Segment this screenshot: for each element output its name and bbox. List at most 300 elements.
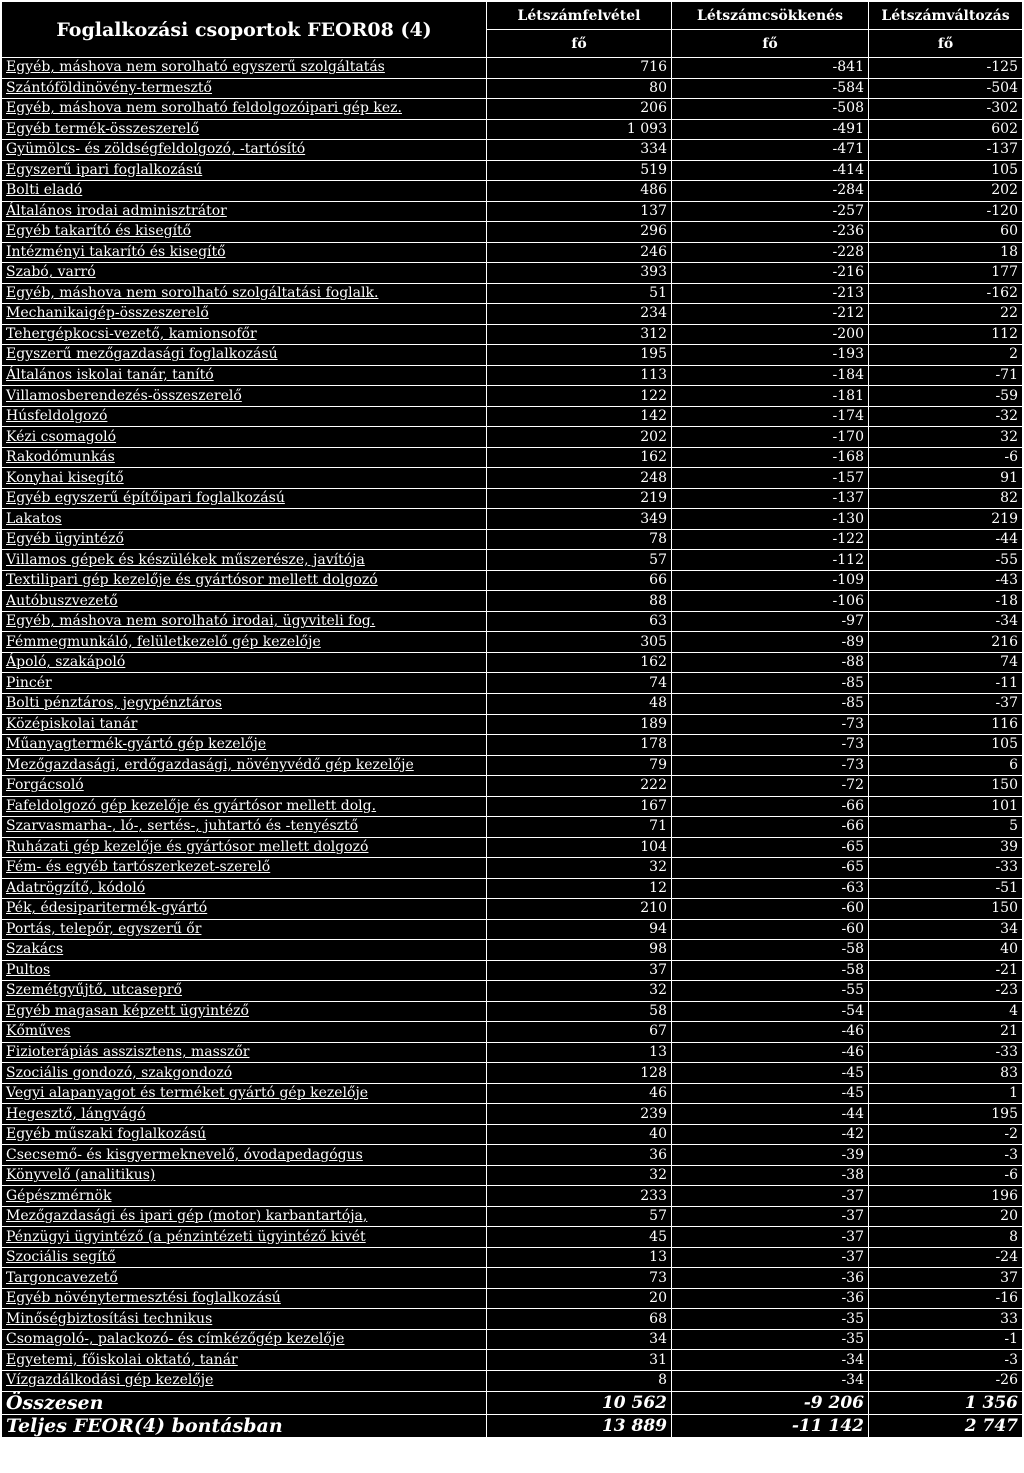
occupation-name: Egyéb műszaki foglalkozású [2, 1124, 487, 1145]
table-row [2, 1206, 1023, 1227]
reduction-value: -45 [672, 1063, 869, 1084]
change-value: -11 [869, 673, 1023, 694]
table-row [2, 78, 1023, 99]
change-value: -162 [869, 283, 1023, 304]
occupation-name: Textilipari gép kezelője és gyártósor mellett dolgozó [2, 570, 487, 591]
hiring-value: 189 [487, 714, 672, 735]
reduction-value: -88 [672, 652, 869, 673]
table-row [2, 1124, 1023, 1145]
occupation-name: Egyéb, máshova nem sorolható feldolgozóipari gép kez. [2, 99, 487, 120]
change-value: 82 [869, 488, 1023, 509]
change-value: 4 [869, 1001, 1023, 1022]
change-value: -33 [869, 1042, 1023, 1063]
change-value: 105 [869, 160, 1023, 181]
table-row [2, 1227, 1023, 1248]
table-row [2, 940, 1023, 961]
occupation-name: Rakodómunkás [2, 447, 487, 468]
change-value: 195 [869, 1104, 1023, 1125]
hiring-value: 74 [487, 673, 672, 694]
occupation-name: Egyéb növénytermesztési foglalkozású [2, 1288, 487, 1309]
reduction-value: -85 [672, 673, 869, 694]
hiring-value: 58 [487, 1001, 672, 1022]
table-row [2, 427, 1023, 448]
occupation-name: Mezőgazdasági, erdőgazdasági, növényvédő gép kezelője [2, 755, 487, 776]
occupation-name: Műanyagtermék-gyártó gép kezelője [2, 735, 487, 756]
hiring-value: 32 [487, 1165, 672, 1186]
table-row [2, 1145, 1023, 1166]
table-row [2, 1042, 1023, 1063]
occupation-name: Ruházati gép kezelője és gyártósor mellett dolgozó [2, 837, 487, 858]
table-row [2, 611, 1023, 632]
occupation-name: Egyéb, máshova nem sorolható egyszerű szolgáltatás [2, 58, 487, 79]
hiring-value: 73 [487, 1268, 672, 1289]
table-row [2, 1165, 1023, 1186]
reduction-value: -73 [672, 714, 869, 735]
table-row [2, 858, 1023, 879]
hiring-value: 13 [487, 1247, 672, 1268]
total-row [2, 1414, 1023, 1437]
hiring-value: 78 [487, 529, 672, 550]
change-value: -3 [869, 1350, 1023, 1371]
reduction-value: -216 [672, 263, 869, 284]
reduction-value: -181 [672, 386, 869, 407]
table-row [2, 58, 1023, 79]
table-row [2, 1186, 1023, 1207]
hiring-value: 88 [487, 591, 672, 612]
change-value: -23 [869, 981, 1023, 1002]
table-row [2, 837, 1023, 858]
occupation-name: Kőműves [2, 1022, 487, 1043]
reduction-value: -34 [672, 1350, 869, 1371]
hiring-value: 79 [487, 755, 672, 776]
reduction-value: -508 [672, 99, 869, 120]
change-value: 2 [869, 345, 1023, 366]
occupation-name: Mechanikaigép-összeszerelő [2, 304, 487, 325]
reduction-value: -37 [672, 1186, 869, 1207]
table-row [2, 693, 1023, 714]
change-value: -71 [869, 365, 1023, 386]
hiring-value: 51 [487, 283, 672, 304]
table-row [2, 488, 1023, 509]
hiring-value: 98 [487, 940, 672, 961]
hiring-value: 46 [487, 1083, 672, 1104]
change-value: 32 [869, 427, 1023, 448]
reduction-value: -73 [672, 735, 869, 756]
occupation-name: Egyéb ügyintéző [2, 529, 487, 550]
reduction-value: -65 [672, 837, 869, 858]
reduction-value: -66 [672, 796, 869, 817]
reduction-value: -36 [672, 1288, 869, 1309]
reduction-value: -112 [672, 550, 869, 571]
reduction-value: -284 [672, 181, 869, 202]
hiring-value: 296 [487, 222, 672, 243]
table-row [2, 755, 1023, 776]
hiring-value: 113 [487, 365, 672, 386]
table-row [2, 550, 1023, 571]
table-row [2, 1104, 1023, 1125]
reduction-value: -44 [672, 1104, 869, 1125]
hiring-value: 305 [487, 632, 672, 653]
occupation-name: Konyhai kisegítő [2, 468, 487, 489]
table-row [2, 406, 1023, 427]
table-row [2, 878, 1023, 899]
reduction-value: -46 [672, 1042, 869, 1063]
occupation-name: Forgácsoló [2, 776, 487, 797]
change-value: -59 [869, 386, 1023, 407]
table-row [2, 263, 1023, 284]
hiring-value: 219 [487, 488, 672, 509]
feor-table [1, 1, 1023, 1438]
table-row [2, 99, 1023, 120]
change-value: -6 [869, 1165, 1023, 1186]
change-value: -33 [869, 858, 1023, 879]
change-value: 83 [869, 1063, 1023, 1084]
unit-label-csokkenes: fő [672, 30, 869, 58]
reduction-value: -73 [672, 755, 869, 776]
reduction-value: -37 [672, 1227, 869, 1248]
reduction-value: -54 [672, 1001, 869, 1022]
table-row [2, 796, 1023, 817]
table-row [2, 365, 1023, 386]
hiring-value: 234 [487, 304, 672, 325]
change-value: -137 [869, 140, 1023, 161]
table-row [2, 468, 1023, 489]
occupation-name: Lakatos [2, 509, 487, 530]
occupation-name: Középiskolai tanár [2, 714, 487, 735]
change-value: 105 [869, 735, 1023, 756]
change-value: 91 [869, 468, 1023, 489]
table-row [2, 673, 1023, 694]
hiring-value: 162 [487, 447, 672, 468]
change-value: 22 [869, 304, 1023, 325]
reduction-value: -170 [672, 427, 869, 448]
occupation-name: Kézi csomagoló [2, 427, 487, 448]
hiring-value: 1 093 [487, 119, 672, 140]
hiring-value: 202 [487, 427, 672, 448]
occupation-name: Egyszerű mezőgazdasági foglalkozású [2, 345, 487, 366]
table-row [2, 817, 1023, 838]
occupation-name: Fém- és egyéb tartószerkezet-szerelő [2, 858, 487, 879]
occupation-name: Hegesztő, lángvágó [2, 1104, 487, 1125]
table-row [2, 386, 1023, 407]
reduction-value: -66 [672, 817, 869, 838]
hiring-value: 40 [487, 1124, 672, 1145]
table-row [2, 529, 1023, 550]
reduction-value: -228 [672, 242, 869, 263]
change-value: 112 [869, 324, 1023, 345]
change-value: 101 [869, 796, 1023, 817]
change-value: 37 [869, 1268, 1023, 1289]
table-row [2, 735, 1023, 756]
hiring-value: 222 [487, 776, 672, 797]
occupation-name: Teljes FEOR(4) bontásban [2, 1414, 487, 1437]
reduction-value: -60 [672, 919, 869, 940]
change-value: -43 [869, 570, 1023, 591]
reduction-value: -55 [672, 981, 869, 1002]
hiring-value: 312 [487, 324, 672, 345]
hiring-value: 716 [487, 58, 672, 79]
table-row [2, 181, 1023, 202]
occupation-name: Szociális segítő [2, 1247, 487, 1268]
reduction-value: -130 [672, 509, 869, 530]
occupation-name: Egyéb, máshova nem sorolható szolgáltatási foglalk. [2, 283, 487, 304]
hiring-value: 334 [487, 140, 672, 161]
reduction-value: -60 [672, 899, 869, 920]
reduction-value: -42 [672, 1124, 869, 1145]
occupation-name: Egyéb egyszerű építőipari foglalkozású [2, 488, 487, 509]
table-row [2, 1309, 1023, 1330]
change-value: 1 [869, 1083, 1023, 1104]
occupation-name: Mezőgazdasági és ipari gép (motor) karbantartója, [2, 1206, 487, 1227]
change-value: 1 356 [869, 1391, 1023, 1414]
table-row [2, 899, 1023, 920]
reduction-value: -193 [672, 345, 869, 366]
change-value: -16 [869, 1288, 1023, 1309]
table-row [2, 1268, 1023, 1289]
reduction-value: -35 [672, 1309, 869, 1330]
hiring-value: 233 [487, 1186, 672, 1207]
change-value: -1 [869, 1329, 1023, 1350]
change-value: -504 [869, 78, 1023, 99]
change-value: -26 [869, 1371, 1023, 1392]
occupation-name: Bolti eladó [2, 181, 487, 202]
occupation-name: Villamosberendezés-összeszerelő [2, 386, 487, 407]
table-row [2, 345, 1023, 366]
occupation-name: Pék, édesiparitermék-gyártó [2, 899, 487, 920]
table-row [2, 324, 1023, 345]
change-value: 116 [869, 714, 1023, 735]
hiring-value: 239 [487, 1104, 672, 1125]
table-row [2, 981, 1023, 1002]
reduction-value: -213 [672, 283, 869, 304]
table-row [2, 119, 1023, 140]
table-row [2, 1083, 1023, 1104]
hiring-value: 128 [487, 1063, 672, 1084]
change-value: 40 [869, 940, 1023, 961]
hiring-value: 162 [487, 652, 672, 673]
occupation-name: Villamos gépek és készülékek műszerésze, javítója [2, 550, 487, 571]
occupation-name: Csecsemő- és kisgyermeknevelő, óvodapedagógus [2, 1145, 487, 1166]
table-row [2, 283, 1023, 304]
reduction-value: -157 [672, 468, 869, 489]
occupation-name: Gyümölcs- és zöldségfeldolgozó, -tartósító [2, 140, 487, 161]
change-value: 60 [869, 222, 1023, 243]
hiring-value: 45 [487, 1227, 672, 1248]
hiring-value: 68 [487, 1309, 672, 1330]
change-value: -120 [869, 201, 1023, 222]
occupation-name: Portás, telepőr, egyszerű őr [2, 919, 487, 940]
hiring-value: 67 [487, 1022, 672, 1043]
table-row [2, 714, 1023, 735]
table-body [2, 58, 1023, 1392]
reduction-value: -65 [672, 858, 869, 879]
occupation-name: Általános iskolai tanár, tanító [2, 365, 487, 386]
occupation-name: Szemétgyűjtő, utcaseprő [2, 981, 487, 1002]
hiring-value: 349 [487, 509, 672, 530]
table-row [2, 591, 1023, 612]
occupation-name: Vízgazdálkodási gép kezelője [2, 1371, 487, 1392]
reduction-value: -174 [672, 406, 869, 427]
occupation-name: Minőségbiztosítási technikus [2, 1309, 487, 1330]
table-row [2, 652, 1023, 673]
hiring-value: 34 [487, 1329, 672, 1350]
reduction-value: -584 [672, 78, 869, 99]
hiring-value: 246 [487, 242, 672, 263]
occupation-name: Tehergépkocsi-vezető, kamionsofőr [2, 324, 487, 345]
hiring-value: 13 [487, 1042, 672, 1063]
occupation-name: Szabó, varró [2, 263, 487, 284]
occupation-name: Fémmegmunkáló, felületkezelő gép kezelője [2, 632, 487, 653]
table-row [2, 242, 1023, 263]
occupation-name: Könyvelő (analitikus) [2, 1165, 487, 1186]
reduction-value: -45 [672, 1083, 869, 1104]
occupation-name: Egyéb magasan képzett ügyintéző [2, 1001, 487, 1022]
change-value: 602 [869, 119, 1023, 140]
occupation-name: Adatrögzítő, kódoló [2, 878, 487, 899]
occupation-name: Gépészmérnök [2, 1186, 487, 1207]
reduction-value: -37 [672, 1206, 869, 1227]
occupation-name: Egyéb, máshova nem sorolható irodai, ügyviteli fog. [2, 611, 487, 632]
change-value: 202 [869, 181, 1023, 202]
reduction-value: -39 [672, 1145, 869, 1166]
change-value: 196 [869, 1186, 1023, 1207]
change-value: 39 [869, 837, 1023, 858]
hiring-value: 20 [487, 1288, 672, 1309]
hiring-value: 71 [487, 817, 672, 838]
change-value: 8 [869, 1227, 1023, 1248]
reduction-value: -97 [672, 611, 869, 632]
reduction-value: -491 [672, 119, 869, 140]
hiring-value: 104 [487, 837, 672, 858]
occupation-name: Pincér [2, 673, 487, 694]
occupation-name: Ápoló, szakápoló [2, 652, 487, 673]
table-row [2, 570, 1023, 591]
reduction-value: -137 [672, 488, 869, 509]
occupation-name: Bolti pénztáros, jegypénztáros [2, 693, 487, 714]
table-row [2, 1329, 1023, 1350]
table-totals [2, 1391, 1023, 1437]
occupation-name: Pultos [2, 960, 487, 981]
change-value: -44 [869, 529, 1023, 550]
reduction-value: -122 [672, 529, 869, 550]
hiring-value: 195 [487, 345, 672, 366]
column-header-valtozas: Létszámváltozás [869, 2, 1023, 30]
change-value: 216 [869, 632, 1023, 653]
table-row [2, 160, 1023, 181]
hiring-value: 10 562 [487, 1391, 672, 1414]
occupation-name: Intézményi takarító és kisegítő [2, 242, 487, 263]
change-value: 2 747 [869, 1414, 1023, 1437]
occupation-name: Egyszerű ipari foglalkozású [2, 160, 487, 181]
change-value: 150 [869, 899, 1023, 920]
occupation-name: Szántóföldinövény-termesztő [2, 78, 487, 99]
change-value: -2 [869, 1124, 1023, 1145]
hiring-value: 486 [487, 181, 672, 202]
reduction-value: -184 [672, 365, 869, 386]
change-value: -32 [869, 406, 1023, 427]
occupation-name: Egyéb termék-összeszerelő [2, 119, 487, 140]
occupation-name: Összesen [2, 1391, 487, 1414]
unit-label-felvetel: fő [487, 30, 672, 58]
reduction-value: -89 [672, 632, 869, 653]
hiring-value: 167 [487, 796, 672, 817]
hiring-value: 248 [487, 468, 672, 489]
change-value: 20 [869, 1206, 1023, 1227]
reduction-value: -58 [672, 940, 869, 961]
table-row [2, 1001, 1023, 1022]
table-row [2, 447, 1023, 468]
change-value: -37 [869, 693, 1023, 714]
hiring-value: 122 [487, 386, 672, 407]
hiring-value: 137 [487, 201, 672, 222]
occupation-name: Szociális gondozó, szakgondozó [2, 1063, 487, 1084]
occupation-name: Autóbuszvezető [2, 591, 487, 612]
change-value: 219 [869, 509, 1023, 530]
hiring-value: 80 [487, 78, 672, 99]
unit-label-valtozas: fő [869, 30, 1023, 58]
change-value: -24 [869, 1247, 1023, 1268]
feor-table-sheet [1, 1, 1022, 1438]
reduction-value: -37 [672, 1247, 869, 1268]
change-value: -125 [869, 58, 1023, 79]
reduction-value: -200 [672, 324, 869, 345]
change-value: 74 [869, 652, 1023, 673]
change-value: 18 [869, 242, 1023, 263]
change-value: 34 [869, 919, 1023, 940]
reduction-value: -34 [672, 1371, 869, 1392]
table-row [2, 919, 1023, 940]
hiring-value: 63 [487, 611, 672, 632]
reduction-value: -63 [672, 878, 869, 899]
reduction-value: -35 [672, 1329, 869, 1350]
change-value: -302 [869, 99, 1023, 120]
hiring-value: 142 [487, 406, 672, 427]
occupation-name: Fafeldolgozó gép kezelője és gyártósor mellett dolg. [2, 796, 487, 817]
reduction-value: -106 [672, 591, 869, 612]
hiring-value: 12 [487, 878, 672, 899]
reduction-value: -38 [672, 1165, 869, 1186]
hiring-value: 48 [487, 693, 672, 714]
occupation-name: Általános irodai adminisztrátor [2, 201, 487, 222]
reduction-value: -72 [672, 776, 869, 797]
hiring-value: 13 889 [487, 1414, 672, 1437]
change-value: -18 [869, 591, 1023, 612]
table-row [2, 1350, 1023, 1371]
occupation-name: Targoncavezető [2, 1268, 487, 1289]
column-header-felvetel: Létszámfelvétel [487, 2, 672, 30]
change-value: -55 [869, 550, 1023, 571]
hiring-value: 57 [487, 550, 672, 571]
hiring-value: 519 [487, 160, 672, 181]
reduction-value: -9 206 [672, 1391, 869, 1414]
change-value: -34 [869, 611, 1023, 632]
hiring-value: 36 [487, 1145, 672, 1166]
table-row [2, 632, 1023, 653]
occupation-name: Szakács [2, 940, 487, 961]
hiring-value: 31 [487, 1350, 672, 1371]
change-value: -3 [869, 1145, 1023, 1166]
change-value: 6 [869, 755, 1023, 776]
hiring-value: 393 [487, 263, 672, 284]
change-value: 21 [869, 1022, 1023, 1043]
hiring-value: 178 [487, 735, 672, 756]
reduction-value: -471 [672, 140, 869, 161]
change-value: 5 [869, 817, 1023, 838]
column-header-csokkenes: Létszámcsökkenés [672, 2, 869, 30]
table-row [2, 201, 1023, 222]
reduction-value: -85 [672, 693, 869, 714]
reduction-value: -414 [672, 160, 869, 181]
